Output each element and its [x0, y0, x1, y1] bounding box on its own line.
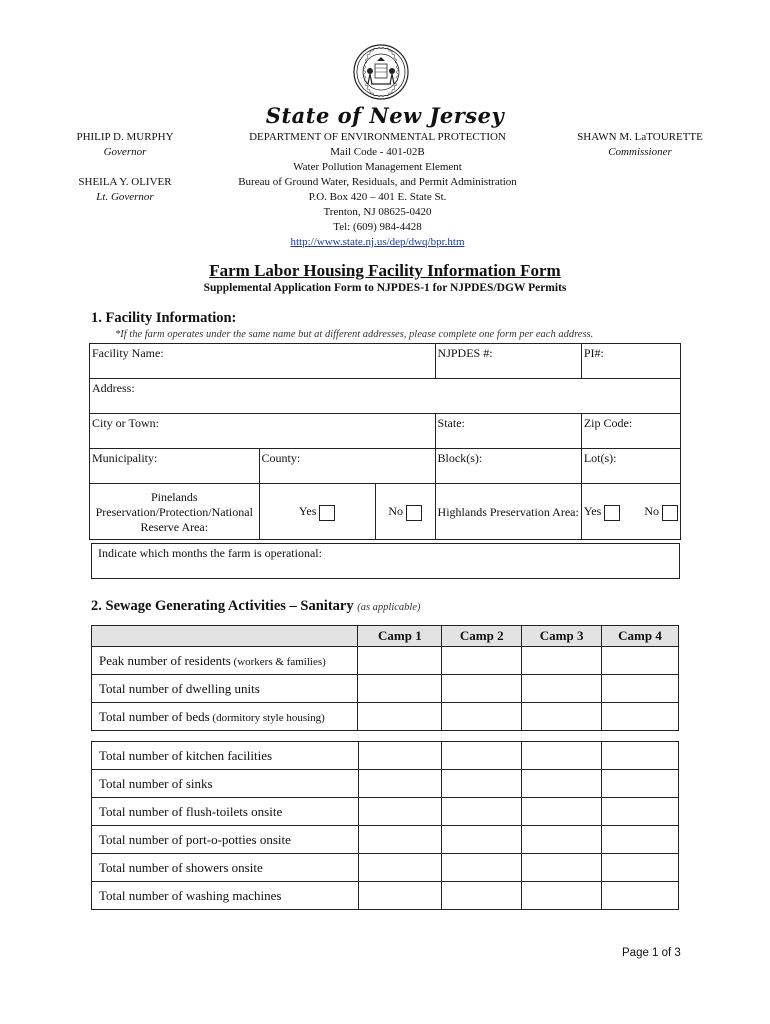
department-block: [210, 130, 545, 250]
camp2-cell[interactable]: [442, 742, 522, 770]
camp4-cell[interactable]: [602, 854, 679, 882]
camp3-header: Camp 3: [522, 626, 602, 647]
governor-name: PHILIP D. MURPHY: [76, 131, 174, 143]
telephone: Tel: (609) 984-4428: [333, 221, 422, 233]
camp4-cell[interactable]: [602, 742, 679, 770]
camp1-cell[interactable]: [358, 854, 442, 882]
bureau-name: Bureau of Ground Water, Residuals, and Permit Administration: [238, 176, 517, 188]
camp1-cell[interactable]: [358, 882, 442, 910]
page-number: Page 1 of 3: [622, 947, 681, 959]
facility-info-table: [89, 343, 681, 540]
camp3-cell[interactable]: [522, 703, 602, 731]
row-label: Total number of beds (dormitory style housing): [92, 703, 358, 731]
form-subtitle: Supplemental Application Form to NJPDES-1 for NJPDES/DGW Permits: [203, 282, 567, 294]
camp1-header: Camp 1: [358, 626, 442, 647]
state-seal-logo: [353, 44, 409, 100]
element-name: Water Pollution Management Element: [293, 161, 462, 173]
commissioner-name: SHAWN M. LaTOURETTE: [577, 131, 703, 143]
operational-months-field[interactable]: [91, 543, 680, 579]
camp2-cell[interactable]: [442, 798, 522, 826]
pinelands-no-option: No: [375, 484, 435, 540]
table-row: [92, 826, 679, 854]
pinelands-no-checkbox[interactable]: [406, 505, 422, 521]
camp4-cell[interactable]: [602, 675, 679, 703]
highlands-options: Yes No: [581, 484, 680, 540]
camp2-header: Camp 2: [442, 626, 522, 647]
table-row: [92, 798, 679, 826]
camp4-cell[interactable]: [602, 770, 679, 798]
lt-governor-title: Lt. Governor: [96, 191, 154, 203]
camp4-cell[interactable]: [602, 703, 679, 731]
camp2-cell[interactable]: [442, 826, 522, 854]
table-row: [92, 703, 679, 731]
po-box: P.O. Box 420 – 401 E. State St.: [308, 191, 447, 203]
pinelands-yes-option: Yes: [259, 484, 375, 540]
camp3-cell[interactable]: [522, 675, 602, 703]
sanitary-table-a: [91, 625, 679, 731]
city-line: Trenton, NJ 08625-0420: [323, 206, 432, 218]
camp2-cell[interactable]: [442, 770, 522, 798]
camp3-cell[interactable]: [522, 742, 602, 770]
camp3-cell[interactable]: [522, 770, 602, 798]
state-field[interactable]: State:: [435, 414, 581, 449]
state-title: State of New Jersey: [265, 103, 505, 128]
row-label: Total number of flush-toilets onsite: [92, 798, 359, 826]
facility-name-field[interactable]: Facility Name:: [90, 344, 436, 379]
governor-title: Governor: [103, 146, 147, 158]
camp1-cell[interactable]: [358, 675, 442, 703]
camp3-cell[interactable]: [522, 647, 602, 675]
table-row: [92, 854, 679, 882]
njpdes-number-field[interactable]: NJPDES #:: [435, 344, 581, 379]
highlands-yes-checkbox[interactable]: [604, 505, 620, 521]
department-name: DEPARTMENT OF ENVIRONMENTAL PROTECTION: [249, 131, 506, 143]
mail-code: Mail Code - 401-02B: [330, 146, 425, 158]
table-row: [92, 770, 679, 798]
municipality-field[interactable]: Municipality:: [90, 449, 260, 484]
operational-months-label: Indicate which months the farm is operational:: [98, 546, 322, 560]
highlands-no-checkbox[interactable]: [662, 505, 678, 521]
pinelands-yes-checkbox[interactable]: [319, 505, 335, 521]
camp4-cell[interactable]: [602, 798, 679, 826]
row-label: Total number of washing machines: [92, 882, 359, 910]
camp2-cell[interactable]: [442, 882, 522, 910]
section2-heading: 2. Sewage Generating Activities – Sanitary (as applicable): [91, 598, 421, 614]
camp3-cell[interactable]: [522, 882, 602, 910]
governor-block: [55, 130, 195, 205]
table-row: [92, 647, 679, 675]
camp4-cell[interactable]: [602, 647, 679, 675]
county-field[interactable]: County:: [259, 449, 435, 484]
pinelands-label: Pinelands Preservation/Protection/National Reserve Area:: [90, 484, 260, 540]
bureau-website-link[interactable]: http://www.state.nj.us/dep/dwq/bpr.htm: [290, 236, 465, 248]
pi-number-field[interactable]: PI#:: [581, 344, 680, 379]
city-field[interactable]: City or Town:: [90, 414, 436, 449]
camp2-cell[interactable]: [442, 675, 522, 703]
row-label: Total number of showers onsite: [92, 854, 359, 882]
camp1-cell[interactable]: [358, 742, 442, 770]
address-field[interactable]: Address:: [90, 379, 681, 414]
row-label: Total number of dwelling units: [92, 675, 358, 703]
camp2-cell[interactable]: [442, 703, 522, 731]
camp4-cell[interactable]: [602, 882, 679, 910]
camp3-cell[interactable]: [522, 798, 602, 826]
row-label: Total number of kitchen facilities: [92, 742, 359, 770]
row-label: Total number of sinks: [92, 770, 359, 798]
camp2-cell[interactable]: [442, 647, 522, 675]
camp1-cell[interactable]: [358, 770, 442, 798]
row-label: Total number of port-o-potties onsite: [92, 826, 359, 854]
camp-header-blank: [92, 626, 358, 647]
row-label: Peak number of residents (workers & families): [92, 647, 358, 675]
section1-note: *If the farm operates under the same name but at different addresses, please complete one form per each address.: [115, 329, 594, 340]
table-row: [92, 675, 679, 703]
lot-field[interactable]: Lot(s):: [581, 449, 680, 484]
highlands-label: Highlands Preservation Area:: [435, 484, 581, 540]
camp4-header: Camp 4: [602, 626, 679, 647]
camp3-cell[interactable]: [522, 826, 602, 854]
form-title: Farm Labor Housing Facility Information Form: [209, 261, 561, 280]
camp2-cell[interactable]: [442, 854, 522, 882]
camp4-cell[interactable]: [602, 826, 679, 854]
sanitary-table-b: [91, 741, 679, 910]
camp1-cell[interactable]: [358, 703, 442, 731]
section1-heading: 1. Facility Information:: [91, 310, 237, 326]
block-field[interactable]: Block(s):: [435, 449, 581, 484]
camp1-cell[interactable]: [358, 647, 442, 675]
table-row: [92, 882, 679, 910]
table-row: [92, 742, 679, 770]
camp1-cell[interactable]: [358, 798, 442, 826]
camp1-cell[interactable]: [358, 826, 442, 854]
commissioner-title: Commissioner: [608, 146, 672, 158]
zip-code-field[interactable]: Zip Code:: [581, 414, 680, 449]
lt-governor-name: SHEILA Y. OLIVER: [78, 176, 172, 188]
camp3-cell[interactable]: [522, 854, 602, 882]
commissioner-block: [560, 130, 720, 160]
